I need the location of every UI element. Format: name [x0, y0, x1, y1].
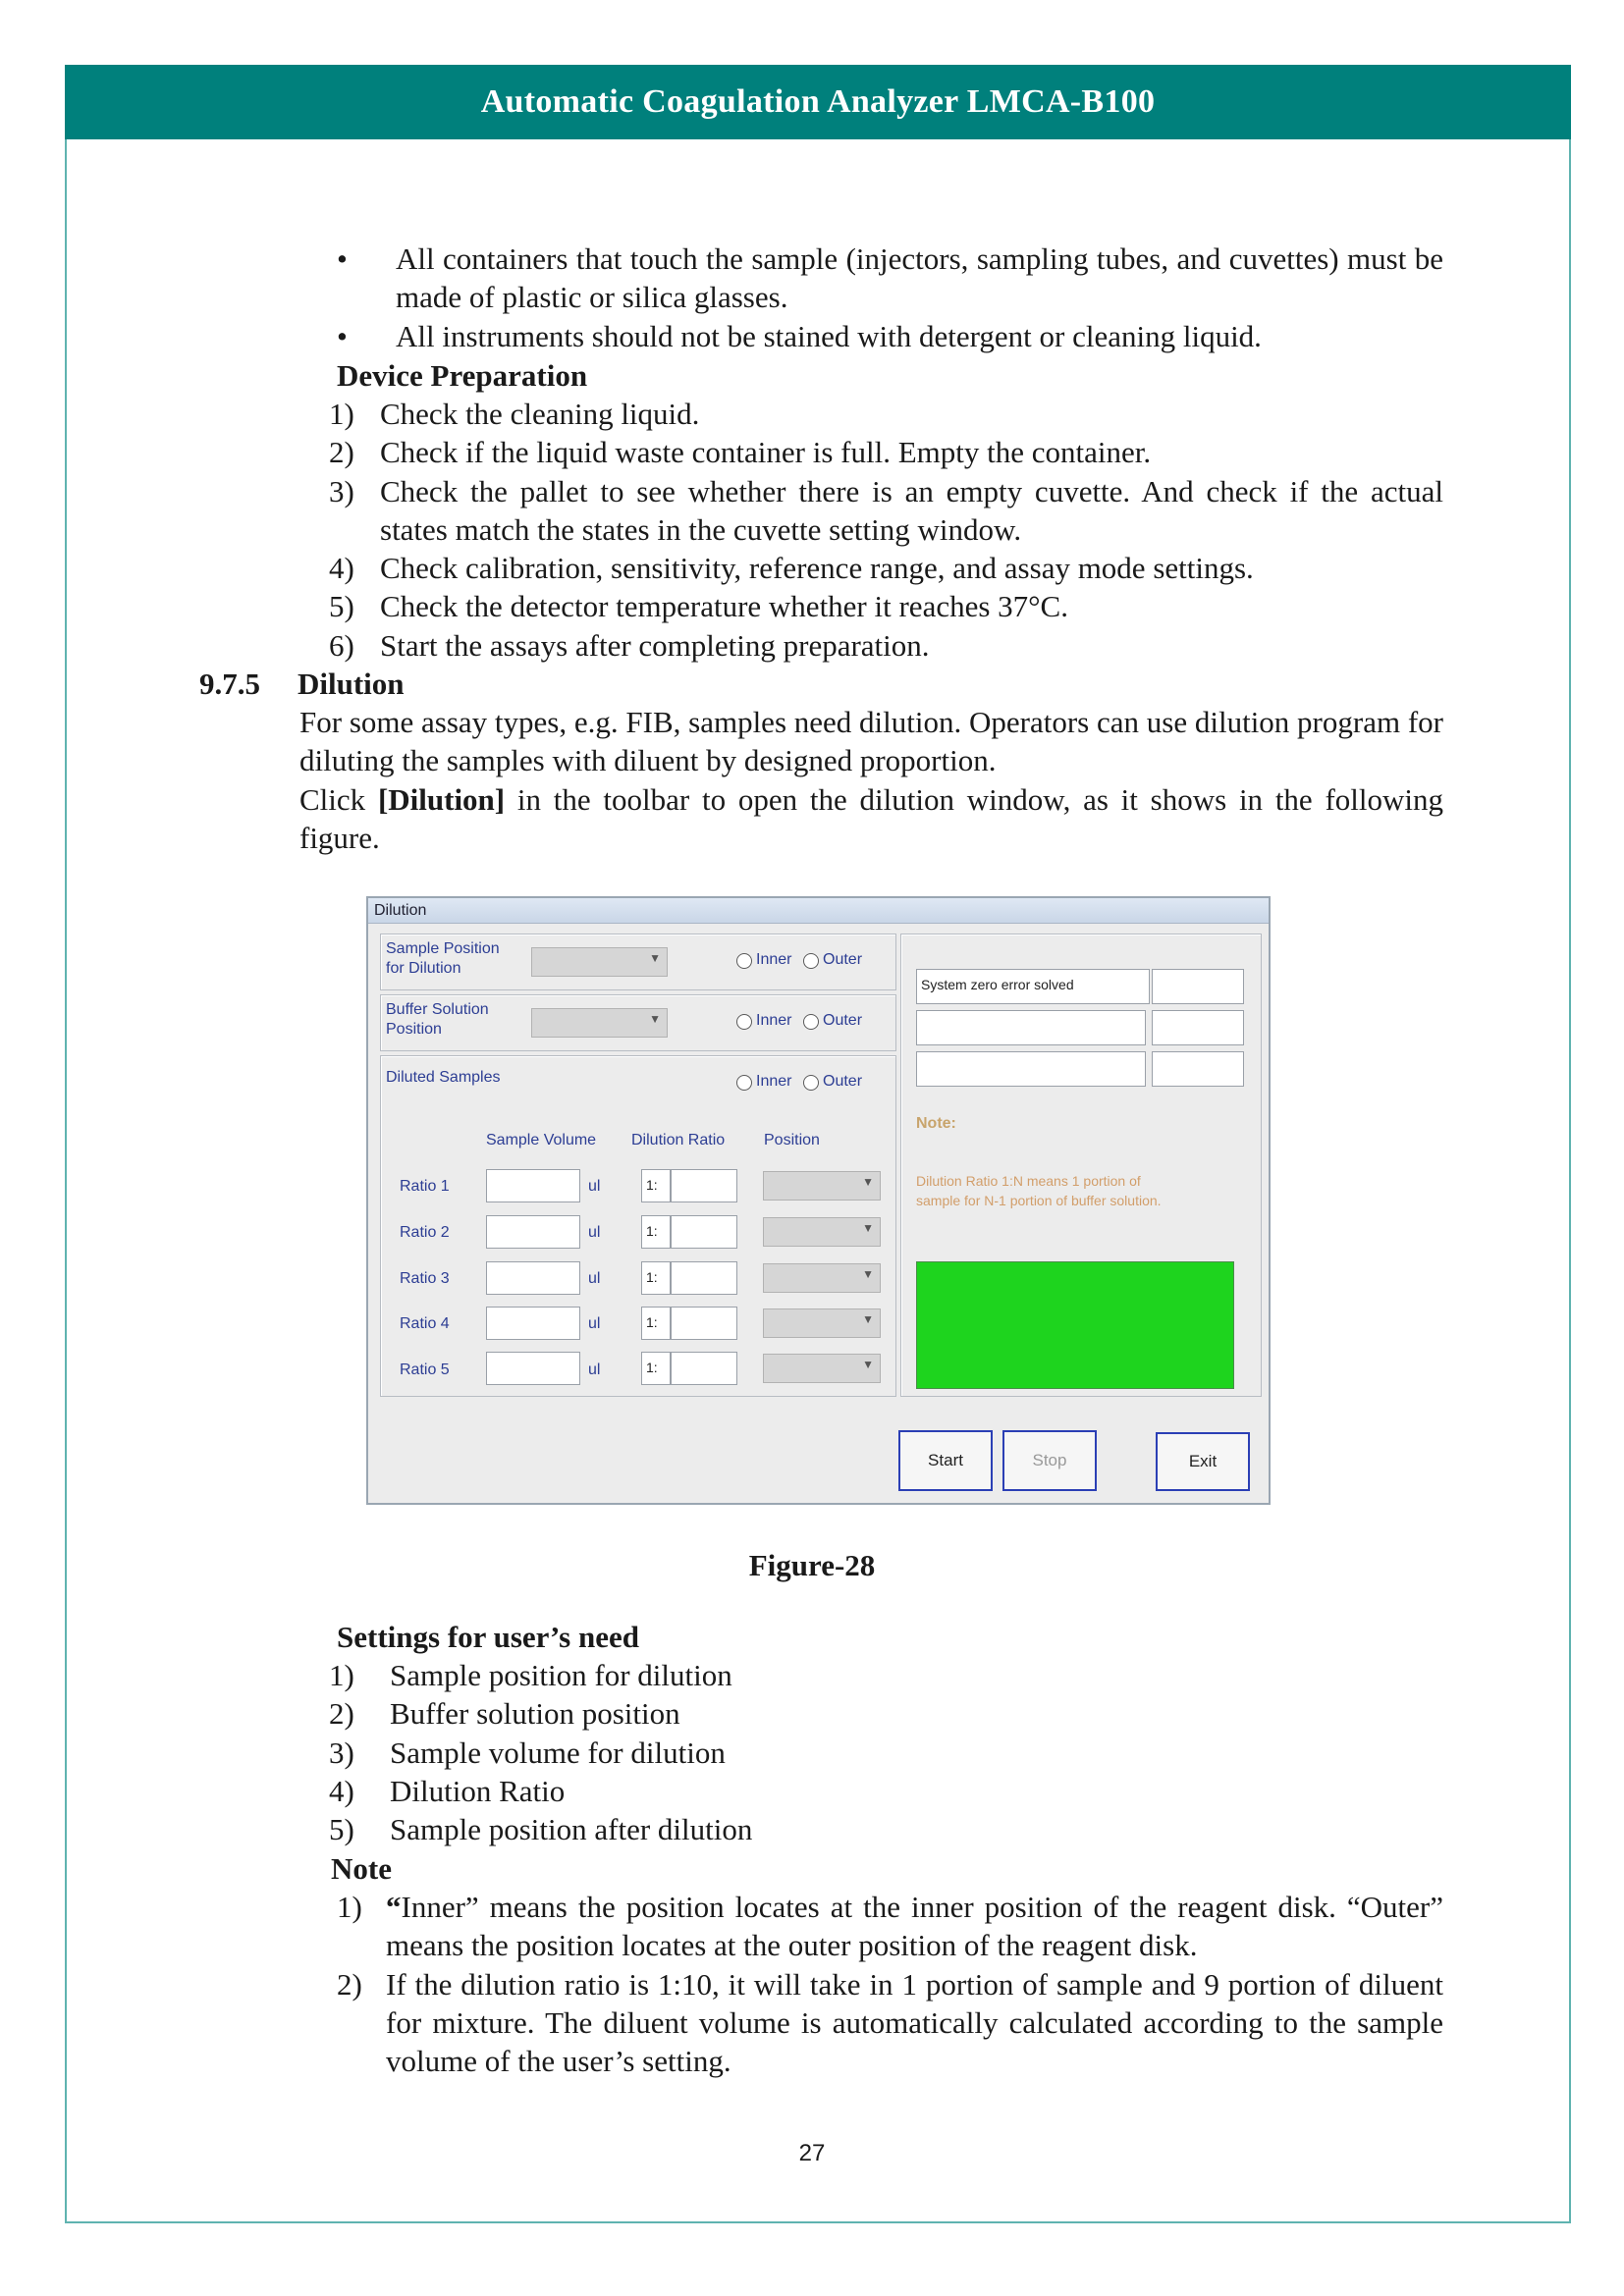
list-item [329, 1734, 1443, 1772]
list-text: Check the pallet to see whether there is an empty cuvette. And check if the actual states match the states in the cuvette setting window. [380, 473, 1443, 547]
list-marker: 3) [329, 1735, 354, 1770]
sample-inner-radio[interactable] [736, 953, 752, 969]
figure-caption: Figure-28 [748, 1548, 876, 1582]
ratio-row-label: Ratio 1 [400, 1178, 450, 1195]
position-select[interactable] [763, 1308, 881, 1338]
col-position: Position [764, 1132, 820, 1148]
ratio-prefix: 1: [641, 1307, 671, 1340]
list-text: Check the cleaning liquid. [380, 397, 700, 431]
chevron-down-icon: ▼ [862, 1358, 874, 1371]
list-text: Check calibration, sensitivity, reference range, and assay mode settings. [380, 551, 1254, 586]
page-header-title: Automatic Coagulation Analyzer LMCA-B100 [65, 65, 1571, 139]
section-paragraph: For some assay types, e.g. FIB, samples need dilution. Operators can use dilution program for diluting the samples with diluent by designed proportion. [299, 705, 1443, 778]
list-text: Sample position after dilution [390, 1812, 753, 1847]
list-text: Dilution Ratio [390, 1773, 566, 1808]
col-dilution-ratio: Dilution Ratio [631, 1132, 726, 1148]
unit-label: ul [588, 1224, 601, 1241]
sample-position-select[interactable] [531, 947, 668, 977]
status-indicator [916, 1261, 1234, 1389]
buffer-position-label-line1: Buffer Solution [386, 1001, 489, 1018]
settings-heading: Settings for user’s need [337, 1620, 639, 1654]
position-select[interactable] [763, 1354, 881, 1383]
page-number: 27 [798, 2140, 826, 2166]
inner-label: Inner [756, 951, 792, 968]
list-text: Check the detector temperature whether it reaches 37°C. [380, 589, 1068, 624]
ratio-prefix: 1: [641, 1261, 671, 1295]
note-list [337, 1888, 1443, 2080]
dilution-ratio-input[interactable] [671, 1307, 737, 1340]
list-item [329, 1810, 1443, 1848]
diluted-inner-radio[interactable] [736, 1075, 752, 1091]
status-field [916, 1010, 1146, 1045]
bullet-text: All instruments should not be stained with detergent or cleaning liquid. [396, 318, 1262, 353]
dialog-title: Dilution [368, 898, 1269, 924]
status-field [916, 1051, 1146, 1087]
para-text: Click [299, 782, 378, 817]
note-title: Note: [916, 1115, 956, 1132]
status-field [1152, 969, 1244, 1004]
inner-label: Inner [756, 1073, 792, 1090]
section-number: 9.7.5 [199, 667, 260, 701]
settings-list [329, 1656, 1443, 1848]
unit-label: ul [588, 1270, 601, 1287]
ratio-row-label: Ratio 2 [400, 1224, 450, 1241]
bullet-item [329, 240, 1443, 317]
unit-label: ul [588, 1362, 601, 1378]
diluted-outer-radio[interactable] [803, 1075, 819, 1091]
dilution-ratio-input[interactable] [671, 1169, 737, 1202]
list-text: Start the assays after completing preparation. [380, 627, 930, 663]
bullet-list [329, 240, 1443, 355]
note-text-line2: sample for N-1 portion of buffer solution. [916, 1193, 1162, 1208]
section-title: Dilution [298, 667, 405, 701]
list-marker: 1) [329, 1658, 354, 1692]
sample-position-label-line2: for Dilution [386, 960, 461, 977]
note-text-line1: Dilution Ratio 1:N means 1 portion of [916, 1173, 1141, 1189]
position-select[interactable] [763, 1217, 881, 1247]
sample-volume-input[interactable] [486, 1352, 580, 1385]
chevron-down-icon: ▼ [862, 1267, 874, 1281]
ratio-prefix: 1: [641, 1215, 671, 1249]
list-text: Inner” means the position locates at the inner position of the reagent disk. “Outer” means the position locates at the outer position of the reagent disk. [386, 1890, 1443, 1963]
dilution-ratio-input[interactable] [671, 1261, 737, 1295]
list-marker: 5) [329, 589, 354, 624]
list-text: If the dilution ratio is 1:10, it will take in 1 portion of sample and 9 portion of diluent for mixture. The diluent volume is automatically calculated according to the sample volume of the user’s setting. [386, 1966, 1443, 2079]
device-preparation-list [329, 395, 1443, 665]
list-item [337, 1965, 1443, 2081]
list-marker: 4) [329, 1773, 354, 1808]
list-item [329, 1772, 1443, 1810]
bullet-item [329, 317, 1443, 355]
list-item [337, 1888, 1443, 1965]
list-item [329, 626, 1443, 665]
chevron-down-icon: ▼ [862, 1221, 874, 1235]
list-item [329, 472, 1443, 550]
list-item [329, 433, 1443, 471]
bullet-dot: • [337, 318, 348, 353]
list-marker: 2) [337, 1966, 362, 2002]
list-marker: 3) [329, 473, 354, 508]
buffer-position-label-line2: Position [386, 1021, 442, 1038]
list-text: Buffer solution position [390, 1696, 680, 1732]
ratio-prefix: 1: [641, 1352, 671, 1385]
outer-label: Outer [823, 1012, 863, 1029]
buffer-outer-radio[interactable] [803, 1014, 819, 1030]
sample-volume-input[interactable] [486, 1169, 580, 1202]
list-marker: 2) [329, 435, 354, 470]
position-select[interactable] [763, 1263, 881, 1293]
list-marker: 1) [329, 397, 354, 431]
stop-button[interactable]: Stop [1002, 1430, 1097, 1491]
chevron-down-icon: ▼ [649, 1012, 661, 1026]
status-field [1152, 1010, 1244, 1045]
position-select[interactable] [763, 1171, 881, 1201]
list-item [329, 549, 1443, 587]
list-item [329, 395, 1443, 433]
exit-button[interactable]: Exit [1156, 1432, 1250, 1491]
diluted-samples-label: Diluted Samples [386, 1069, 501, 1086]
list-marker: 2) [329, 1696, 354, 1732]
dilution-ratio-input[interactable] [671, 1352, 737, 1385]
sample-outer-radio[interactable] [803, 953, 819, 969]
inner-label: Inner [756, 1012, 792, 1029]
bullet-text: All containers that touch the sample (injectors, sampling tubes, and cuvettes) must be made of plastic or silica glasses. [396, 241, 1443, 315]
list-marker: 6) [329, 627, 354, 663]
bullet-dot: • [337, 241, 348, 276]
sample-volume-input[interactable] [486, 1215, 580, 1249]
chevron-down-icon: ▼ [862, 1312, 874, 1326]
buffer-position-select[interactable] [531, 1008, 668, 1038]
chevron-down-icon: ▼ [649, 951, 661, 965]
unit-label: ul [588, 1178, 601, 1195]
list-marker: 4) [329, 551, 354, 586]
status-message-field: System zero error solved [916, 969, 1150, 1004]
sample-position-label-line1: Sample Position [386, 940, 500, 957]
list-item [329, 1656, 1443, 1694]
sample-volume-input[interactable] [486, 1307, 580, 1340]
dilution-dialog [366, 896, 1271, 1505]
para-text: in the toolbar to open the dilution window, as it shows in the following figure. [299, 782, 1443, 856]
list-text: Sample position for dilution [390, 1658, 732, 1692]
sample-volume-input[interactable] [486, 1261, 580, 1295]
dilution-toolbar-reference: [Dilution] [377, 782, 506, 817]
list-text: Check if the liquid waste container is full. Empty the container. [380, 435, 1152, 470]
dilution-ratio-input[interactable] [671, 1215, 737, 1249]
list-marker: 1) [337, 1890, 362, 1924]
list-item [329, 1694, 1443, 1733]
unit-label: ul [588, 1315, 601, 1332]
buffer-inner-radio[interactable] [736, 1014, 752, 1030]
section-paragraph-click [299, 780, 1443, 858]
device-preparation-heading: Device Preparation [337, 358, 588, 393]
start-button[interactable]: Start [898, 1430, 993, 1491]
quote-mark: “ [386, 1890, 402, 1924]
col-sample-volume: Sample Volume [486, 1132, 597, 1148]
outer-label: Outer [823, 1073, 863, 1090]
ratio-row-label: Ratio 4 [400, 1315, 450, 1332]
chevron-down-icon: ▼ [862, 1175, 874, 1189]
note-heading: Note [331, 1851, 392, 1886]
ratio-row-label: Ratio 3 [400, 1270, 450, 1287]
ratio-prefix: 1: [641, 1169, 671, 1202]
status-field [1152, 1051, 1244, 1087]
ratio-row-label: Ratio 5 [400, 1362, 450, 1378]
list-item [329, 587, 1443, 625]
list-text: Sample volume for dilution [390, 1735, 726, 1770]
list-marker: 5) [329, 1812, 354, 1847]
outer-label: Outer [823, 951, 863, 968]
